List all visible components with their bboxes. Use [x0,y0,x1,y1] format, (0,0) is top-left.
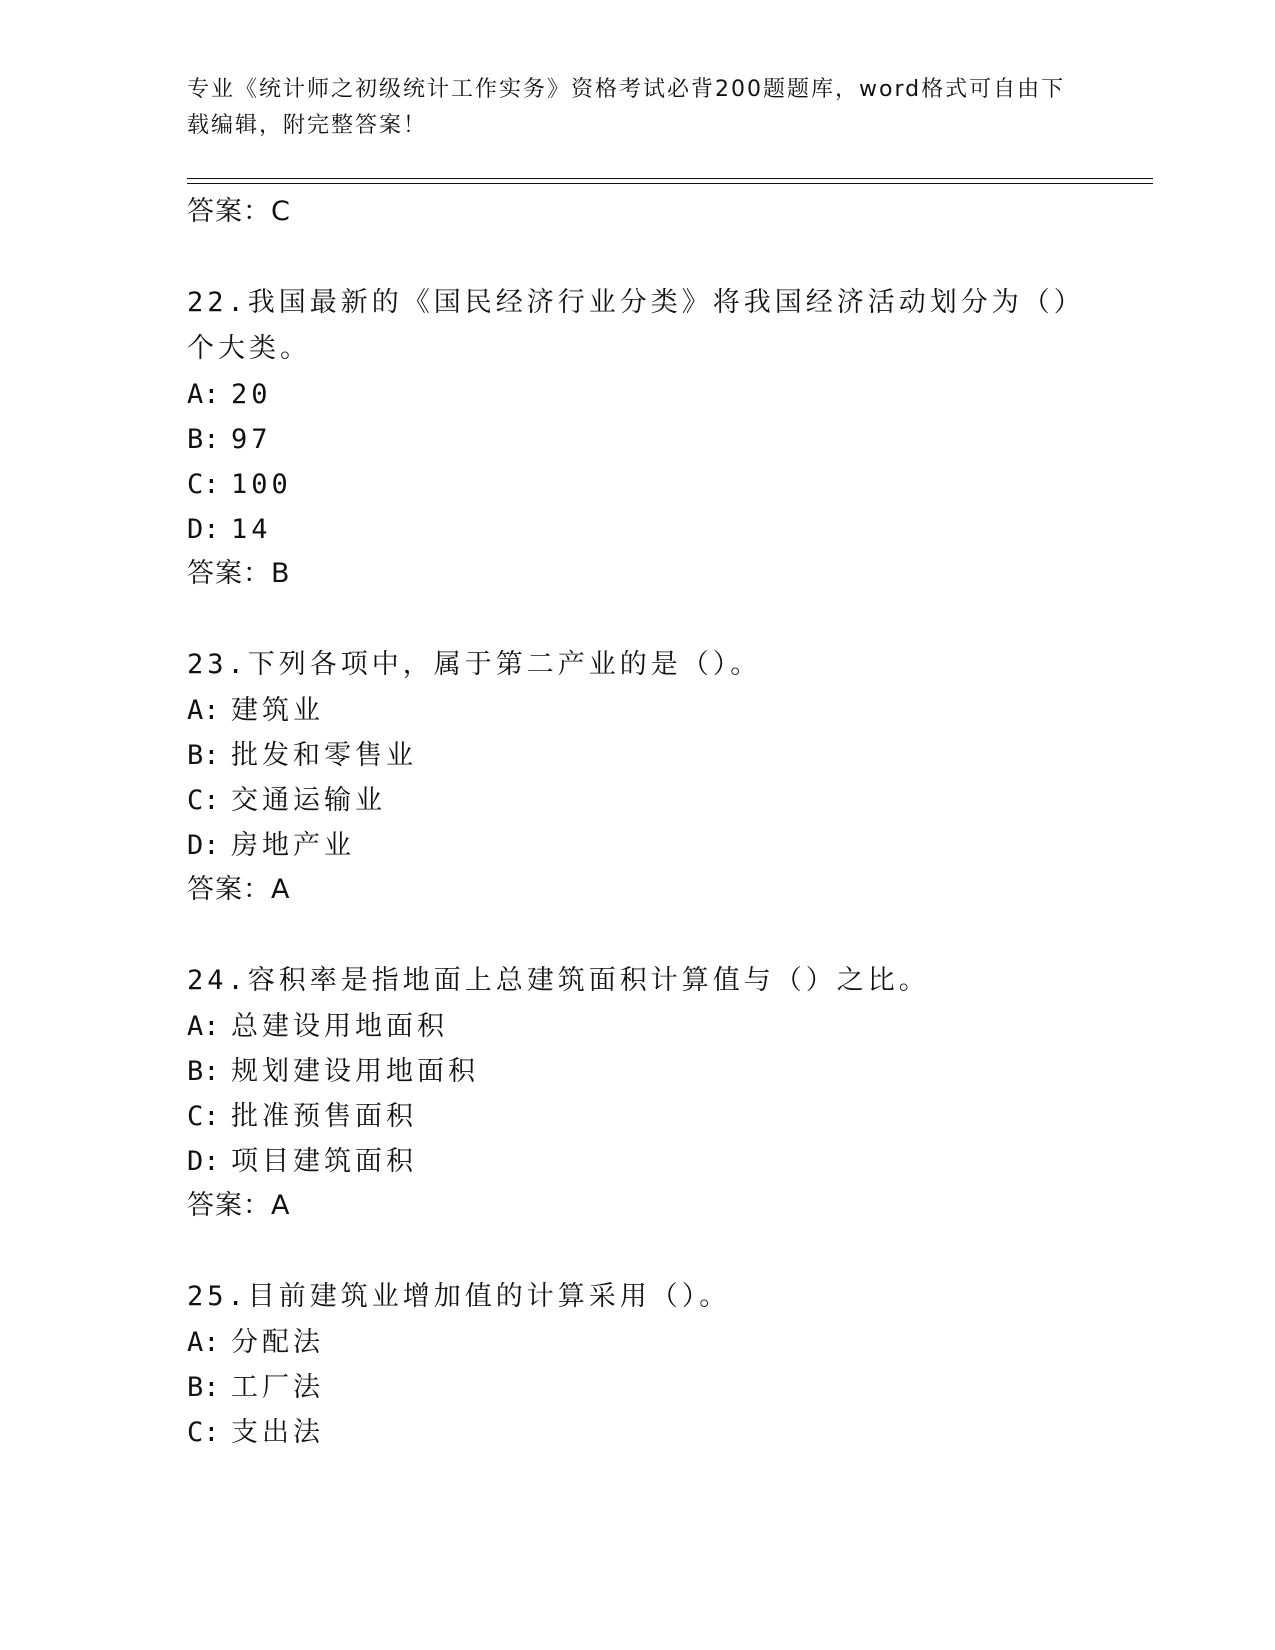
option-item [187,507,1087,552]
answer-label: 答案：C [187,196,291,227]
option-text: 97 [231,424,272,455]
option-text: 100 [231,469,292,500]
option-text: 批准预售面积 [231,1101,417,1132]
option-item [187,372,1087,417]
question-text: 24.容积率是指地面上总建筑面积计算值与（）之比。 [187,965,930,996]
option-label: B: [187,740,220,771]
option-item [187,417,1087,462]
option-label: B: [187,1372,220,1403]
option-item [187,688,1087,733]
option-label: C: [187,1417,220,1448]
option-item [187,733,1087,778]
option-item [187,1094,1087,1139]
option-label: C: [187,1101,220,1132]
option-label: C: [187,785,220,816]
question-list [187,190,1087,1455]
option-label: C: [187,469,220,500]
answer-label: 答案：B [187,558,291,589]
option-label: A: [187,379,220,410]
option-text: 分配法 [231,1327,324,1358]
option-item [187,1365,1087,1410]
option-text: 项目建筑面积 [231,1146,417,1177]
spacer [187,234,1087,280]
question-text: 22.我国最新的《国民经济行业分类》将我国经济活动划分为（）个大类。 [187,287,1085,364]
option-label: D: [187,1146,220,1177]
option-item [187,1004,1087,1049]
spacer [187,912,1087,958]
option-item [187,1139,1087,1184]
question-text: 23.下列各项中，属于第二产业的是（）。 [187,649,762,680]
option-text: 建筑业 [231,695,324,726]
option-label: A: [187,1327,220,1358]
spacer [187,1228,1087,1274]
option-label: B: [187,424,220,455]
option-item [187,1049,1087,1094]
option-text: 交通运输业 [231,785,386,816]
option-text: 房地产业 [231,830,355,861]
option-text: 批发和零售业 [231,740,417,771]
header-rule-top [187,178,1153,179]
option-label: A: [187,695,220,726]
option-label: B: [187,1056,220,1087]
option-item [187,778,1087,823]
option-text: 规划建设用地面积 [231,1056,479,1087]
option-text: 20 [231,379,272,410]
option-label: D: [187,514,220,545]
option-label: D: [187,830,220,861]
spacer [187,596,1087,642]
option-text: 工厂法 [231,1372,324,1403]
option-label: A: [187,1011,220,1042]
option-text: 14 [231,514,272,545]
option-item [187,462,1087,507]
header-rule-bottom [187,183,1153,184]
answer-label: 答案：A [187,874,291,905]
option-item [187,1320,1087,1365]
option-item [187,1410,1087,1455]
option-text: 支出法 [231,1417,324,1448]
option-text: 总建设用地面积 [231,1011,448,1042]
document-header: 专业《统计师之初级统计工作实务》资格考试必背200题题库，word格式可自由下载编辑，附完整答案！ [187,77,1066,138]
option-item [187,823,1087,868]
question-text: 25.目前建筑业增加值的计算采用（）。 [187,1281,731,1312]
answer-label: 答案：A [187,1190,291,1221]
